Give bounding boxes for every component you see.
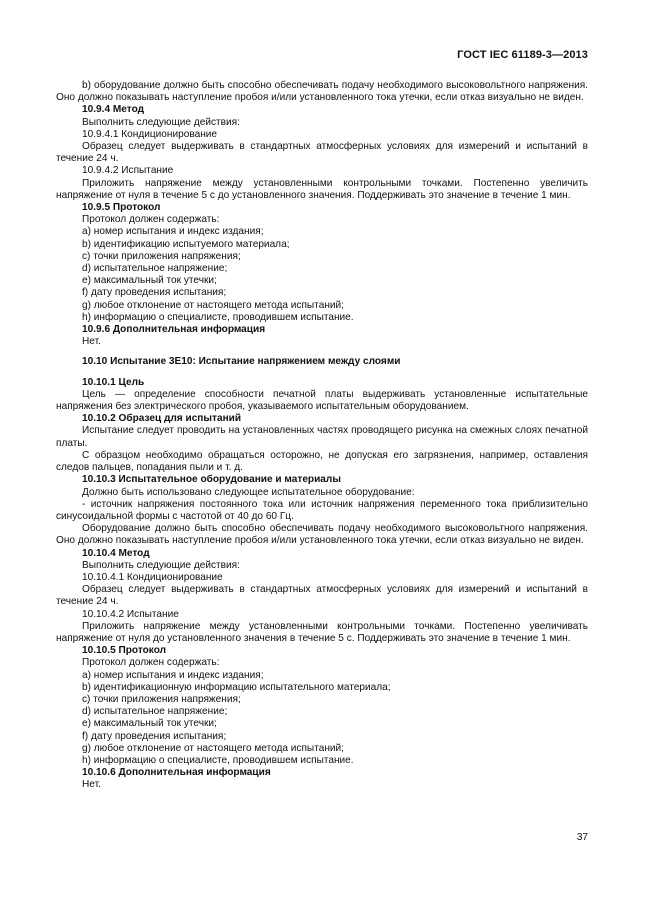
paragraph: Выполнить следующие действия: xyxy=(82,116,240,128)
paragraph: Образец следует выдерживать в стандартных атмосферных условиях для измерений и испытаний в течение 24 ч. xyxy=(56,141,588,165)
paragraph: Выполнить следующие действия: xyxy=(82,559,240,571)
section-heading: 10.10.3 Испытательное оборудование и материалы xyxy=(82,474,341,486)
list-item: c) точки приложения напряжения; xyxy=(82,250,241,262)
paragraph: Должно быть использовано следующее испытательное оборудование: xyxy=(82,486,415,498)
page-header-standard: ГОСТ IEC 61189-3—2013 xyxy=(457,49,588,61)
list-item: a) номер испытания и индекс издания; xyxy=(82,226,264,238)
list-item: b) идентификационную информацию испытательного материала; xyxy=(82,681,391,693)
paragraph: Приложить напряжение между установленными контрольными точками. Постепенно увеличить напряжение от нуля в течение 5 с до установленного значения. Поддерживать это значение в течение 1 мин. xyxy=(56,177,588,201)
section-heading: 10.10.1 Цель xyxy=(82,376,145,388)
paragraph: Оборудование должно быть способно обеспечивать подачу необходимого высоковольтного напряжения. Оно должно показывать наступление пробоя и/или установленного тока утечки, если отказ визуально не виден. xyxy=(56,523,588,547)
paragraph: Протокол должен содержать: xyxy=(82,214,220,226)
section-heading: 10.9.5 Протокол xyxy=(82,202,161,214)
list-item: f) дату проведения испытания; xyxy=(82,730,227,742)
list-item: e) максимальный ток утечки; xyxy=(82,718,217,730)
section-heading: 10.10.2 Образец для испытаний xyxy=(82,413,242,425)
list-item: g) любое отклонение от настоящего метода испытаний; xyxy=(82,742,344,754)
list-item: h) информацию о специалисте, проводившем испытание. xyxy=(82,311,354,323)
paragraph: С образцом необходимо обращаться осторожно, не допуская его загрязнения, например, оставления следов пальцев, попадания пыли и т. д. xyxy=(56,449,588,474)
list-item: f) дату проведения испытания; xyxy=(82,287,227,299)
list-item: d) испытательное напряжение; xyxy=(82,706,228,718)
list-item: h) информацию о специалисте, проводившем испытание. xyxy=(82,754,354,766)
section-heading: 10.9.6 Дополнительная информация xyxy=(82,324,266,336)
paragraph: Нет. xyxy=(82,336,101,348)
list-item: d) испытательное напряжение; xyxy=(82,263,228,275)
list-item: g) любое отклонение от настоящего метода испытаний; xyxy=(82,299,344,311)
paragraph: b) оборудование должно быть способно обеспечивать подачу необходимого высоковольтного напряжения. Оно должно показывать наступление пробоя и/или установленного тока утечки, если отказ визуально не виден. xyxy=(56,80,588,104)
paragraph: Нет. xyxy=(82,779,101,791)
section-heading: 10.10.6 Дополнительная информация xyxy=(82,767,271,779)
subsection-label: 10.10.4.1 Кондиционирование xyxy=(82,571,223,583)
list-item: e) максимальный ток утечки; xyxy=(82,275,217,287)
paragraph: Испытание следует проводить на установленных частях проводящего рисунка на смежных слоях печатной платы. xyxy=(56,425,588,449)
paragraph: Приложить напряжение между установленными контрольными точками. Постепенно увеличивать напряжение от нуля до установленного значения в течение 5 с. Поддерживать это значение в течение 1 мин. xyxy=(56,620,588,644)
section-heading: 10.10.5 Протокол xyxy=(82,645,167,657)
list-item: c) точки приложения напряжения; xyxy=(82,693,241,705)
subsection-label: 10.10.4.2 Испытание xyxy=(82,608,179,620)
list-item: - источник напряжения постоянного тока или источник напряжения переменного тока приблизительно синусоидальной формы с частотой от 40 до 60 Гц. xyxy=(56,498,588,522)
clause-heading: 10.10 Испытание 3E10: Испытание напряжением между слоями xyxy=(82,356,401,368)
page-number: 37 xyxy=(576,832,588,843)
section-heading: 10.9.4 Метод xyxy=(82,104,145,116)
subsection-label: 10.9.4.1 Кондиционирование xyxy=(82,128,218,140)
paragraph: Цель — определение способности печатной платы выдерживать установленные испытательные напряжения без электрического пробоя, указываемого испытательным оборудованием. xyxy=(56,388,588,413)
list-item: a) номер испытания и индекс издания; xyxy=(82,669,264,681)
subsection-label: 10.9.4.2 Испытание xyxy=(82,165,174,177)
paragraph: Протокол должен содержать: xyxy=(82,657,220,669)
page-content xyxy=(56,80,588,792)
section-heading: 10.10.4 Метод xyxy=(82,547,150,559)
paragraph: Образец следует выдерживать в стандартных атмосферных условиях для измерений и испытаний в течение 24 ч. xyxy=(56,584,588,608)
list-item: b) идентификацию испытуемого материала; xyxy=(82,238,290,250)
